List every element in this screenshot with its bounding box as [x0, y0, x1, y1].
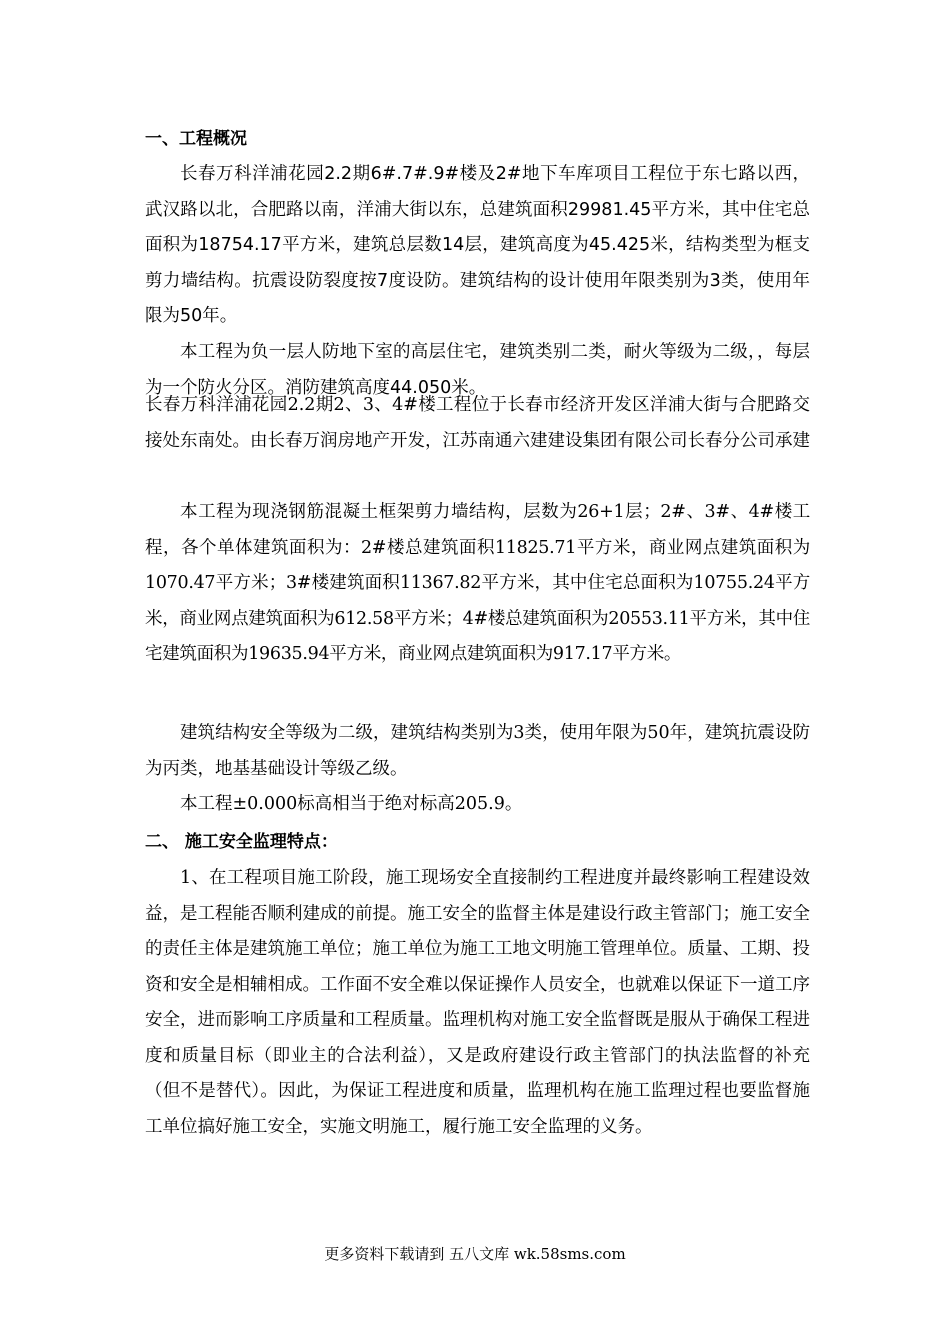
section-1-paragraph-5: 建筑结构安全等级为二级，建筑结构类别为3类，使用年限为50年，建筑抗震设防为丙类，地基基础设计等级乙级。: [145, 723, 810, 779]
section-1-paragraph-1: 长春万科洋浦花园2.2期6#.7#.9#楼及2#地下车库项目工程位于东七路以西，武汉路以北，合肥路以南，洋浦大街以东，总建筑面积29981.45平方米，其中住宅总面积为18754.17平方米，建筑总层数14层，建筑高度为45.425米，结构类型为框支剪力墙结构。抗震设防裂度按7度设防。建筑结构的设计使用年限类别为3类，使用年限为50年。: [145, 164, 810, 326]
section-2-paragraph-1: 1、在工程项目施工阶段，施工现场安全直接制约工程进度并最终影响工程建设效益，是工程能否顺利建成的前提。施工安全的监督主体是建设行政主管部门；施工安全的责任主体是建筑施工单位；施工单位为施工工地文明施工管理单位。质量、工期、投资和安全是相辅相成。工作面不安全难以保证操作人员安全，也就难以保证下一道工序安全，进而影响工序质量和工程质量。监理机构对施工安全监督既是服从于确保工程进度和质量目标（即业主的合法利益），又是政府建设行政主管部门的执法监督的补充（但不是替代）。因此，为保证工程进度和质量，监理机构在施工监理过程也要监督施工单位搞好施工安全，实施文明施工，履行施工安全监理的义务。: [145, 868, 810, 1137]
section-2-heading: 二、 施工安全监理特点：: [145, 832, 338, 852]
section-1-paragraph-2: 本工程为负一层人防地下室的高层住宅，建筑类别二类，耐火等级为二级，，每层为一个防火分区。消防建筑高度44.050米。: [145, 342, 810, 398]
section-1-paragraph-4: 本工程为现浇钢筋混凝土框架剪力墙结构，层数为26+1层；2#、3#、4#楼工程，各个单体建筑面积为：2#楼总建筑面积11825.71平方米，商业网点建筑面积为1070.47平方米；3#楼建筑面积11367.82平方米，其中住宅总面积为10755.24平方米，商业网点建筑面积为612.58平方米；4#楼总建筑面积为20553.11平方米，其中住宅建筑面积为19635.94平方米，商业网点建筑面积为917.17平方米。: [145, 502, 810, 664]
section-1-heading: 一、工程概况: [145, 129, 247, 149]
footer-text: 更多资料下载请到 五八文库 wk.58sms.com: [324, 1245, 626, 1263]
section-1-paragraph-6: 本工程±0.000标高相当于绝对标高205.9。: [180, 794, 523, 814]
section-1-paragraph-3: 长春万科洋浦花园2.2期2、3、4#楼工程位于长春市经济开发区洋浦大街与合肥路交接处东南处。由长春万润房地产开发，江苏南通六建建设集团有限公司长春分公司承建: [145, 395, 810, 451]
